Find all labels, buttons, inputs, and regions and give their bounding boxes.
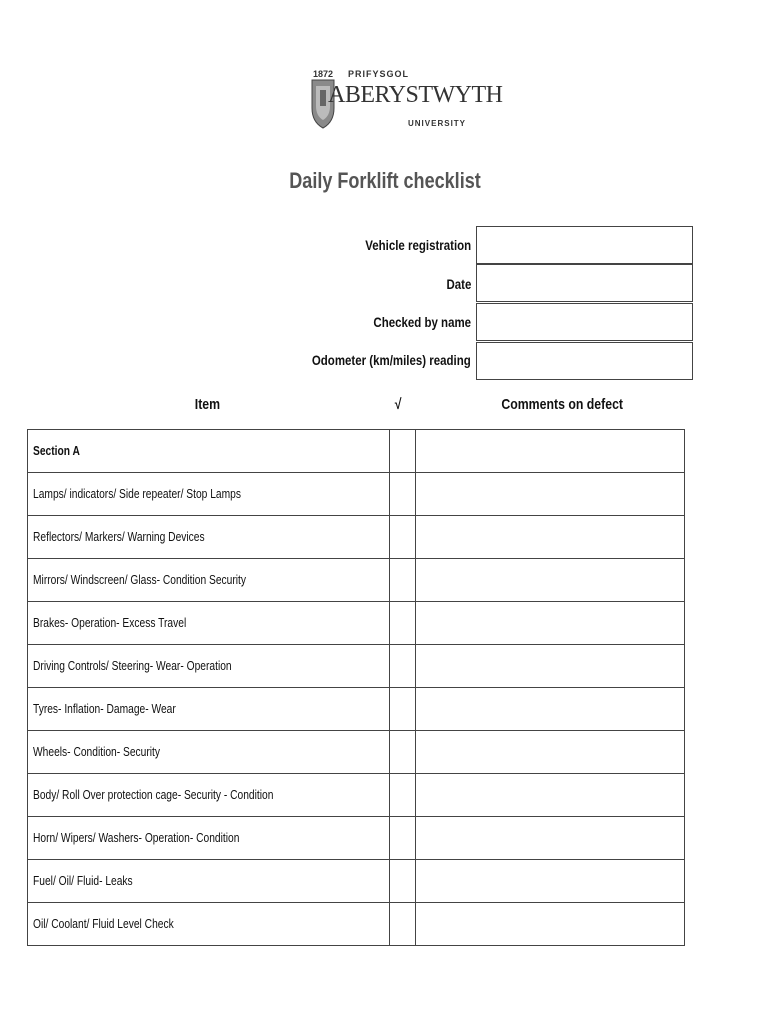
table-row	[28, 731, 685, 774]
comments-column-header: Comments on defect	[501, 396, 624, 413]
table-row	[28, 774, 685, 817]
item-cell	[28, 645, 390, 688]
comment-cell[interactable]	[416, 430, 685, 473]
item-cell	[28, 430, 390, 473]
item-cell	[28, 731, 390, 774]
check-cell[interactable]	[390, 860, 416, 903]
page-title: Daily Forklift checklist	[289, 168, 481, 193]
table-row	[28, 559, 685, 602]
item-cell	[28, 817, 390, 860]
item-label: Lamps/ indicators/ Side repeater/ Stop Lamps	[33, 487, 241, 501]
date-field[interactable]	[476, 264, 693, 302]
comment-cell[interactable]	[416, 774, 685, 817]
check-cell[interactable]	[390, 430, 416, 473]
item-cell	[28, 559, 390, 602]
checked-by-label: Checked by name	[373, 314, 471, 330]
odometer-label: Odometer (km/miles) reading	[312, 352, 471, 368]
table-row	[28, 430, 685, 473]
comment-cell[interactable]	[416, 602, 685, 645]
table-row	[28, 688, 685, 731]
check-cell[interactable]	[390, 688, 416, 731]
university-logo	[308, 66, 503, 132]
item-label: Body/ Roll Over protection cage- Security - Condition	[33, 788, 274, 802]
item-cell	[28, 516, 390, 559]
logo-university: UNIVERSITY	[408, 119, 467, 128]
item-column-header: Item	[194, 396, 221, 413]
check-cell[interactable]	[390, 774, 416, 817]
item-label: Oil/ Coolant/ Fluid Level Check	[33, 917, 174, 931]
item-label: Reflectors/ Markers/ Warning Devices	[33, 530, 205, 544]
table-row	[28, 602, 685, 645]
item-cell	[28, 602, 390, 645]
item-cell	[28, 860, 390, 903]
check-column-header: √	[394, 396, 402, 413]
comment-cell[interactable]	[416, 559, 685, 602]
item-cell	[28, 774, 390, 817]
check-cell[interactable]	[390, 516, 416, 559]
check-cell[interactable]	[390, 645, 416, 688]
item-cell	[28, 688, 390, 731]
odometer-field[interactable]	[476, 342, 693, 380]
comment-cell[interactable]	[416, 860, 685, 903]
item-label: Wheels- Condition- Security	[33, 745, 161, 759]
checked-by-field[interactable]	[476, 303, 693, 341]
item-label: Horn/ Wipers/ Washers- Operation- Condition	[33, 831, 240, 845]
logo-year: 1872	[313, 69, 334, 79]
table-row	[28, 903, 685, 946]
check-cell[interactable]	[390, 473, 416, 516]
comment-cell[interactable]	[416, 817, 685, 860]
table-row	[28, 860, 685, 903]
table-row	[28, 817, 685, 860]
comment-cell[interactable]	[416, 903, 685, 946]
item-label: Brakes- Operation- Excess Travel	[33, 616, 187, 630]
date-label: Date	[446, 276, 471, 292]
section-a-label: Section A	[33, 444, 80, 458]
vehicle-registration-label: Vehicle registration	[365, 237, 471, 253]
check-cell[interactable]	[390, 817, 416, 860]
check-cell[interactable]	[390, 602, 416, 645]
item-label: Fuel/ Oil/ Fluid- Leaks	[33, 874, 133, 888]
check-cell[interactable]	[390, 559, 416, 602]
comment-cell[interactable]	[416, 645, 685, 688]
vehicle-registration-field[interactable]	[476, 226, 693, 264]
comment-cell[interactable]	[416, 473, 685, 516]
check-cell[interactable]	[390, 731, 416, 774]
comment-cell[interactable]	[416, 688, 685, 731]
table-row	[28, 516, 685, 559]
comment-cell[interactable]	[416, 731, 685, 774]
table-row	[28, 473, 685, 516]
item-cell	[28, 473, 390, 516]
checklist-table	[27, 429, 685, 946]
item-label: Driving Controls/ Steering- Wear- Operation	[33, 659, 232, 673]
item-cell	[28, 903, 390, 946]
check-cell[interactable]	[390, 903, 416, 946]
logo-prifysgol: PRIFYSGOL	[348, 69, 410, 79]
table-row	[28, 645, 685, 688]
item-label: Tyres- Inflation- Damage- Wear	[33, 702, 176, 716]
item-label: Mirrors/ Windscreen/ Glass- Condition Security	[33, 573, 247, 587]
logo-name: ABERYSTWYTH	[328, 82, 503, 108]
comment-cell[interactable]	[416, 516, 685, 559]
